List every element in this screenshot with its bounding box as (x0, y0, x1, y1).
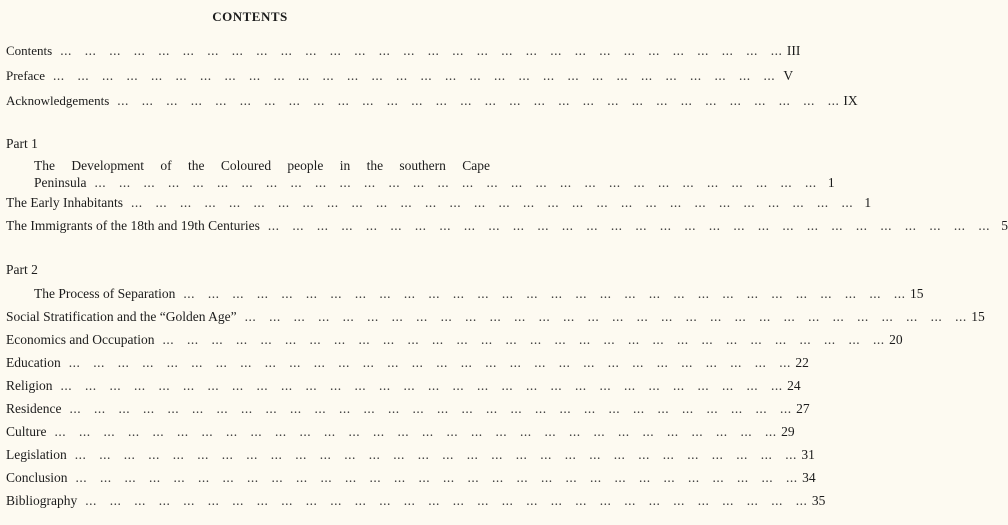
toc-entry-process-of-separation[interactable] (34, 285, 924, 303)
dot-leader: ... ... ... ... ... ... ... ... ... ... ... ... ... ... ... ... ... ... ... ... ... ... ... ... ... ... ... ... ... ... (75, 470, 798, 485)
toc-entry-page: 1 (827, 175, 835, 190)
dot-leader: ... ... ... ... ... ... ... ... ... ... ... ... ... ... ... ... ... ... ... ... ... ... ... ... ... ... ... ... ... ... (74, 447, 797, 462)
dot-leader: ... ... ... ... ... ... ... ... ... ... ... ... ... ... ... ... ... ... ... ... ... ... ... ... ... ... ... ... ... ... (54, 424, 777, 439)
dot-leader: ... ... ... ... ... ... ... ... ... ... ... ... ... ... ... ... ... ... ... ... ... ... ... ... ... ... ... ... ... ... (85, 493, 808, 508)
toc-entry-page: 5 (1001, 218, 1008, 233)
page-title: CONTENTS (212, 9, 288, 24)
toc-entry-page: III (786, 43, 801, 58)
toc-entry-label: Conclusion (6, 470, 68, 485)
dot-leader: ... ... ... ... ... ... ... ... ... ... ... ... ... ... ... ... ... ... ... ... ... ... ... ... ... ... ... ... ... ... (183, 286, 906, 301)
toc-entry-preface[interactable] (6, 67, 794, 85)
dot-leader: ... ... ... ... ... ... ... ... ... ... ... ... ... ... ... ... ... ... ... ... ... ... ... ... ... ... ... ... ... ... (60, 43, 783, 58)
dot-leader: ... ... ... ... ... ... ... ... ... ... ... ... ... ... ... ... ... ... ... ... ... ... ... ... ... ... ... ... ... ... (69, 401, 792, 416)
toc-entry-label: Acknowledgements (6, 93, 110, 108)
toc-entry-page: 15 (909, 286, 924, 301)
toc-entry-label: The Process of Separation (34, 286, 176, 301)
toc-entry-page: 1 (864, 195, 872, 210)
toc-entry-label: Contents (6, 43, 53, 58)
toc-entry-contents[interactable] (6, 42, 801, 60)
toc-entry-label: Education (6, 355, 61, 370)
toc-entry-page: 20 (889, 332, 903, 347)
toc-entry-development[interactable] (34, 157, 835, 191)
toc-entry-legislation[interactable] (6, 446, 815, 464)
toc-entry-early-inhabitants[interactable] (6, 194, 872, 212)
dot-leader: ... ... ... ... ... ... ... ... ... ... ... ... ... ... ... ... ... ... ... ... ... ... ... ... ... ... ... ... ... ... (94, 175, 817, 190)
toc-entry-page: 31 (801, 447, 815, 462)
dot-leader: ... ... ... ... ... ... ... ... ... ... ... ... ... ... ... ... ... ... ... ... ... ... ... ... ... ... ... ... ... ... (117, 93, 840, 108)
toc-entry-page: 24 (787, 378, 801, 393)
toc-entry-page: 34 (802, 470, 816, 485)
toc-entry-bibliography[interactable] (6, 492, 826, 510)
toc-entry-conclusion[interactable] (6, 469, 816, 487)
dot-leader: ... ... ... ... ... ... ... ... ... ... ... ... ... ... ... ... ... ... ... ... ... ... ... ... ... ... ... ... ... ... (244, 309, 967, 324)
toc-entry-label: Social Stratification and the “Golden Age” (6, 309, 237, 324)
toc-entry-residence[interactable] (6, 400, 810, 418)
toc-entry-economics[interactable] (6, 331, 903, 349)
toc-entry-label: Culture (6, 424, 47, 439)
toc-entry-label: The Immigrants of the 18th and 19th Centuries (6, 218, 260, 233)
toc-entry-page: 27 (796, 401, 810, 416)
toc-entry-religion[interactable] (6, 377, 801, 395)
toc-entry-page: 29 (781, 424, 795, 439)
toc-entry-culture[interactable] (6, 423, 795, 441)
dot-leader: ... ... ... ... ... ... ... ... ... ... ... ... ... ... ... ... ... ... ... ... ... ... ... ... ... ... ... ... ... ... (68, 355, 791, 370)
toc-entry-label: Residence (6, 401, 62, 416)
toc-entry-page: 22 (795, 355, 809, 370)
toc-entry-label: Bibliography (6, 493, 78, 508)
toc-entry-page: 15 (971, 309, 985, 324)
toc-entry-social-stratification[interactable] (6, 308, 985, 326)
toc-entry-label: Preface (6, 68, 45, 83)
toc-entry-page: V (783, 68, 794, 83)
dot-leader: ... ... ... ... ... ... ... ... ... ... ... ... ... ... ... ... ... ... ... ... ... ... ... ... ... ... ... ... ... ... (267, 218, 990, 233)
dot-leader: ... ... ... ... ... ... ... ... ... ... ... ... ... ... ... ... ... ... ... ... ... ... ... ... ... ... ... ... ... ... (60, 378, 783, 393)
toc-entry-label: Religion (6, 378, 53, 393)
part-2-heading: Part 2 (6, 262, 38, 277)
toc-entry-page: IX (843, 93, 858, 108)
toc-entry-page: 35 (811, 493, 826, 508)
toc-entry-immigrants[interactable] (6, 217, 1008, 235)
dot-leader: ... ... ... ... ... ... ... ... ... ... ... ... ... ... ... ... ... ... ... ... ... ... ... ... ... ... ... ... ... ... (162, 332, 885, 347)
toc-entry-label: The Development of the Coloured people in the southern Cape (34, 158, 490, 173)
toc-entry-label: Legislation (6, 447, 67, 462)
dot-leader: ... ... ... ... ... ... ... ... ... ... ... ... ... ... ... ... ... ... ... ... ... ... ... ... ... ... ... ... ... ... (130, 195, 854, 210)
dot-leader: ... ... ... ... ... ... ... ... ... ... ... ... ... ... ... ... ... ... ... ... ... ... ... ... ... ... ... ... ... ... (52, 68, 776, 83)
toc-entry-acknowledgements[interactable] (6, 92, 858, 110)
toc-entry-label: Economics and Occupation (6, 332, 155, 347)
toc-entry-label: The Early Inhabitants (6, 195, 123, 210)
toc-entry-education[interactable] (6, 354, 809, 372)
toc-entry-label-continued: Peninsula (34, 175, 87, 190)
part-1-heading: Part 1 (6, 136, 38, 151)
